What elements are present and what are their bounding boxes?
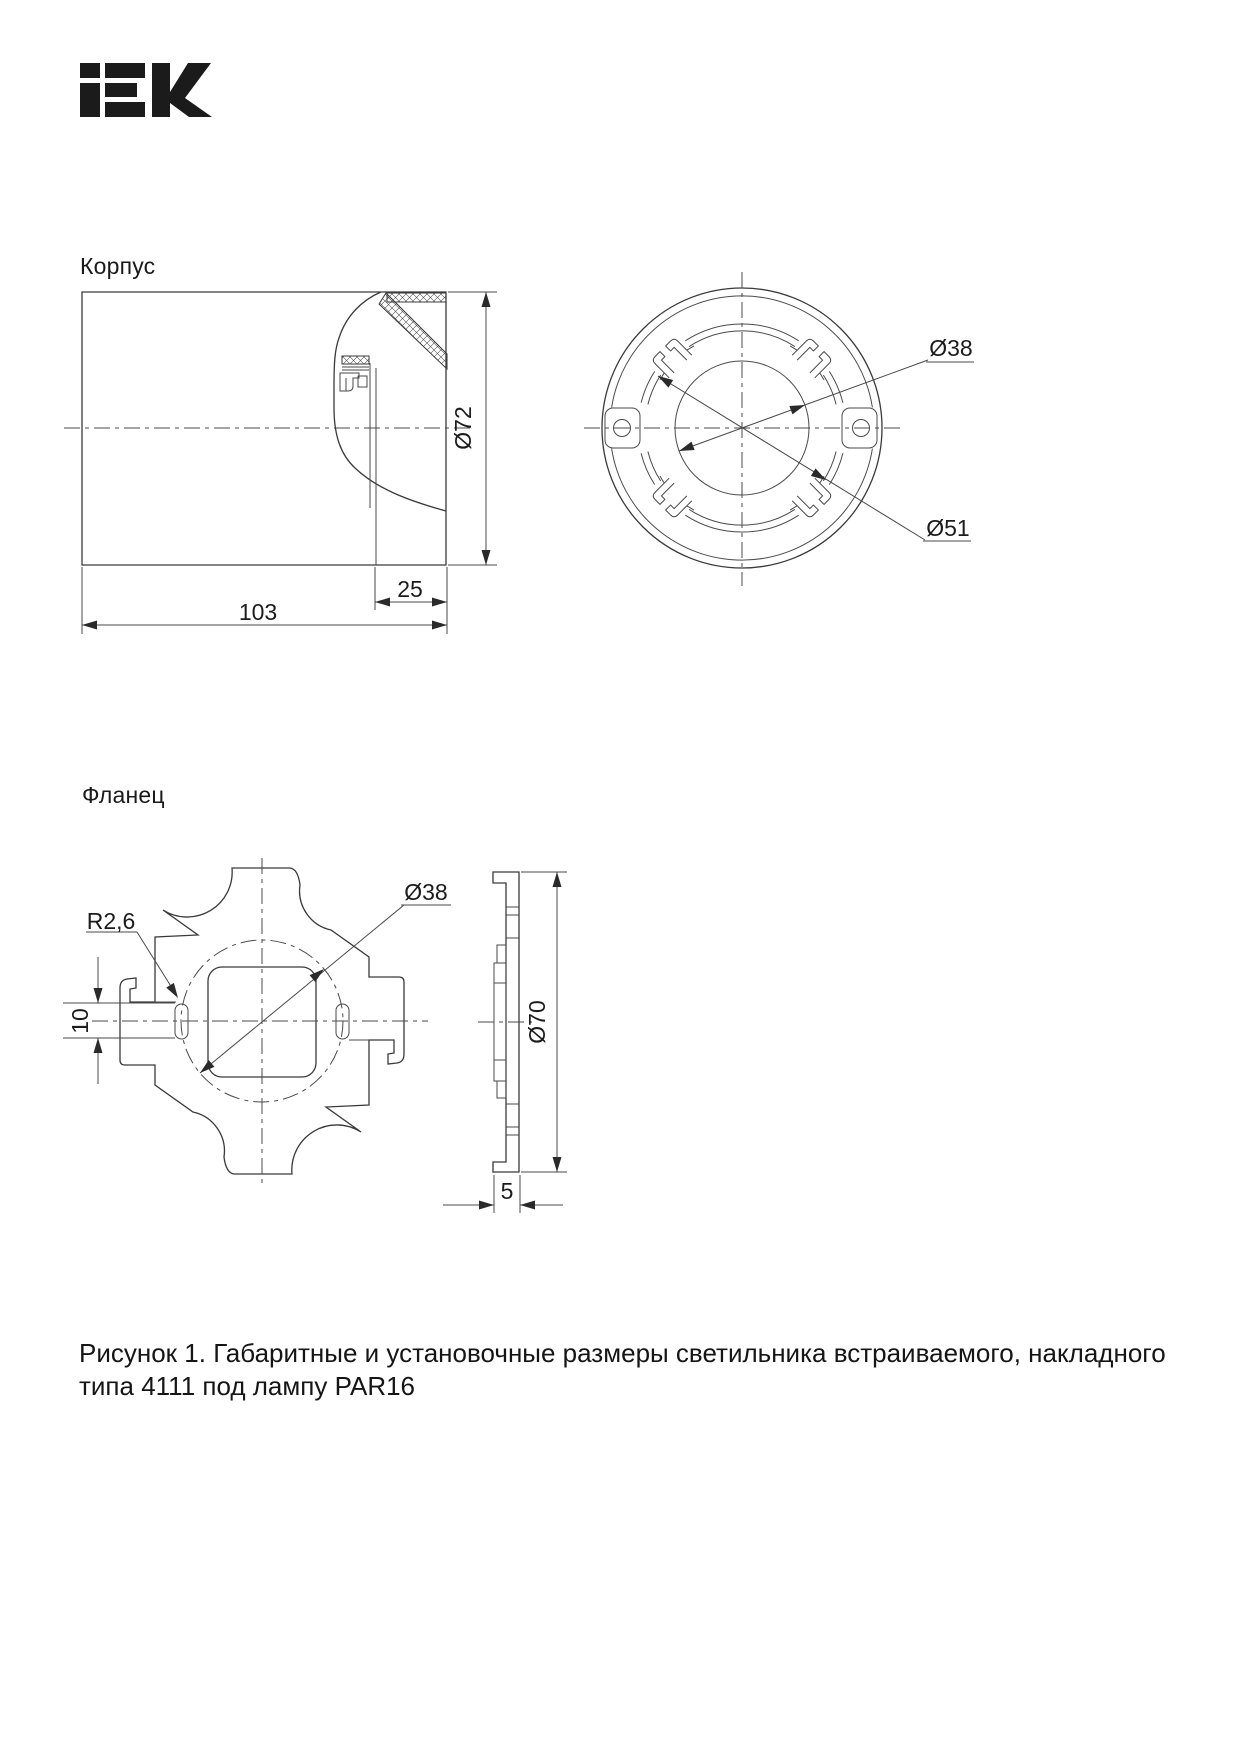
dim-label-flange-d38: Ø38 — [404, 879, 448, 905]
dim-label-d70: Ø70 — [524, 1000, 550, 1044]
dim-label-5: 5 — [500, 1178, 514, 1204]
spring-clip — [646, 332, 698, 384]
figure-caption-line1: Рисунок 1. Габаритные и установочные размеры светильника встраиваемого, накладного — [79, 1338, 1166, 1368]
dim-label-25: 25 — [397, 576, 423, 602]
flange-dim-thickness — [443, 1175, 563, 1213]
housing-dim-length — [82, 567, 447, 634]
housing-dim-diameter — [448, 292, 497, 565]
dim-label-103: 103 — [238, 599, 278, 625]
dim-label-r26: R2,6 — [86, 908, 136, 934]
housing-side-view — [64, 292, 497, 634]
dim-label-d51: Ø51 — [926, 515, 970, 541]
figure-caption — [79, 1337, 1166, 1403]
spring-clip — [787, 332, 839, 384]
spring-clip — [787, 473, 839, 525]
flange-section-label: Фланец — [82, 782, 165, 808]
figure-caption-line2: типа 4111 под лампу PAR16 — [79, 1371, 416, 1401]
flange-front-view — [63, 858, 451, 1183]
dim-label-d38: Ø38 — [929, 335, 973, 361]
dim-label-d72: Ø72 — [450, 406, 476, 450]
dim-label-10: 10 — [67, 1008, 93, 1034]
flange-dim-d38 — [197, 879, 451, 1076]
flange-dim-diameter — [521, 872, 567, 1172]
spring-clip — [646, 473, 698, 525]
housing-front-view — [584, 272, 974, 586]
flange-dim-radius — [86, 908, 182, 1000]
housing-section-label: Корпус — [80, 253, 156, 279]
flange-side-view — [443, 872, 567, 1213]
